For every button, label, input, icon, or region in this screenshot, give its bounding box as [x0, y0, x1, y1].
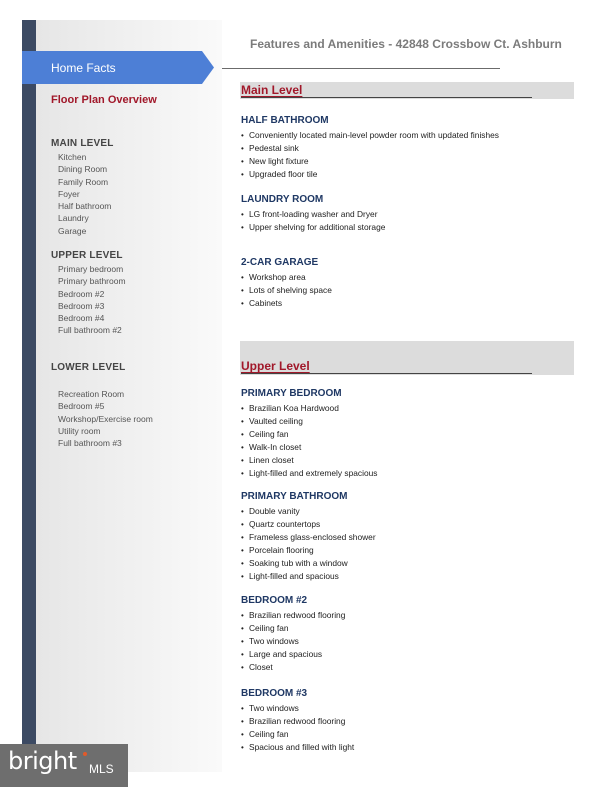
garage-features	[241, 271, 332, 310]
feature-item: • Upper shelving for additional storage	[241, 221, 385, 234]
feature-item: • Cabinets	[241, 297, 332, 310]
feature-item: • Pedestal sink	[241, 142, 499, 155]
title-divider	[222, 68, 500, 69]
feature-item: • Ceiling fan	[241, 728, 354, 741]
feature-item: • LG front-loading washer and Dryer	[241, 208, 385, 221]
feature-item: • Workshop area	[241, 271, 332, 284]
section-title-half-bathroom: HALF BATHROOM	[241, 115, 329, 126]
feature-item: • Brazilian redwood flooring	[241, 609, 345, 622]
room-list-item: Kitchen	[58, 152, 87, 162]
sidebar-lower-level-rooms	[58, 388, 153, 449]
feature-item: • Lots of shelving space	[241, 284, 332, 297]
upper-level-underline	[241, 373, 532, 374]
feature-item: • Vaulted ceiling	[241, 415, 377, 428]
room-list-item: Bedroom #4	[58, 313, 105, 324]
sidebar-level-lower-heading: LOWER LEVEL	[51, 362, 126, 373]
sidebar-accent-bar	[22, 20, 36, 772]
feature-item: • Soaking tub with a window	[241, 557, 376, 570]
feature-item: • Large and spacious	[241, 648, 345, 661]
sidebar-upper-level-rooms	[58, 263, 126, 337]
room-list-item: Foyer	[58, 188, 80, 199]
feature-item: • Two windows	[241, 635, 345, 648]
feature-item: • Frameless glass-enclosed shower	[241, 531, 376, 544]
sidebar-level-upper-heading: UPPER LEVEL	[51, 250, 123, 261]
room-list-item: Dining Room	[58, 164, 108, 175]
room-list-item: Bedroom #3	[58, 300, 105, 311]
room-list-item: Workshop/Exercise room	[58, 413, 153, 424]
room-list-item: Full bathroom #2	[58, 325, 122, 336]
room-list-item: Laundry	[58, 213, 89, 224]
feature-item: • Linen closet	[241, 454, 377, 467]
primary-bathroom-features	[241, 505, 376, 583]
feature-item: • Ceiling fan	[241, 622, 345, 635]
bedroom-3-features	[241, 702, 354, 754]
feature-item: • Double vanity	[241, 505, 376, 518]
main-level-heading: Main Level	[241, 83, 303, 97]
main-level-underline	[241, 97, 532, 98]
room-list-item: Bedroom #2	[58, 288, 105, 299]
section-title-bedroom-3: BEDROOM #3	[241, 688, 308, 699]
feature-item: • Ceiling fan	[241, 428, 377, 441]
laundry-room-features	[241, 208, 385, 234]
section-title-primary-bathroom: PRIMARY BATHROOM	[241, 491, 348, 502]
room-list-item: Full bathroom #3	[58, 438, 122, 449]
feature-item: • Light-filled and extremely spacious	[241, 467, 377, 480]
room-list-item: Primary bedroom	[58, 264, 124, 274]
logo-brand-text: bright	[8, 747, 77, 775]
half-bathroom-features	[241, 129, 499, 181]
room-list-item: Family Room	[58, 176, 109, 187]
feature-item: • Upgraded floor tile	[241, 168, 499, 181]
home-facts-tab-label[interactable]: Home Facts	[51, 61, 116, 75]
room-list-item: Recreation Room	[58, 389, 125, 399]
feature-item: • Closet	[241, 661, 345, 674]
room-list-item: Bedroom #5	[58, 401, 105, 412]
feature-item: • Porcelain flooring	[241, 544, 376, 557]
feature-item: • New light fixture	[241, 155, 499, 168]
bedroom-2-features	[241, 609, 345, 674]
feature-item: • Brazilian Koa Hardwood	[241, 402, 377, 415]
floor-plan-overview-title: Floor Plan Overview	[51, 94, 157, 106]
primary-bedroom-features	[241, 402, 377, 480]
section-title-bedroom-2: BEDROOM #2	[241, 595, 308, 606]
upper-level-heading: Upper Level	[241, 359, 310, 373]
section-title-garage: 2-CAR GARAGE	[241, 257, 319, 268]
room-list-item: Half bathroom	[58, 201, 112, 212]
sidebar-level-main-heading: MAIN LEVEL	[51, 138, 114, 149]
section-title-primary-bedroom: PRIMARY BEDROOM	[241, 388, 342, 399]
page-title: Features and Amenities - 42848 Crossbow Ct. Ashburn	[250, 37, 562, 51]
feature-item: • Light-filled and spacious	[241, 570, 376, 583]
room-list-item: Utility room	[58, 425, 101, 436]
logo-suffix-text: MLS	[89, 762, 114, 776]
feature-item: • Spacious and filled with light	[241, 741, 354, 754]
feature-item: • Quartz countertops	[241, 518, 376, 531]
logo-accent-dot	[83, 752, 87, 756]
feature-item: • Conveniently located main-level powder room with updated finishes	[241, 129, 499, 142]
feature-item: • Brazilian redwood flooring	[241, 715, 354, 728]
sidebar-main-level-rooms	[58, 151, 111, 237]
feature-item: • Walk-In closet	[241, 441, 377, 454]
room-list-item: Primary bathroom	[58, 276, 126, 287]
section-title-laundry-room: LAUNDRY ROOM	[241, 194, 324, 205]
bright-mls-logo	[0, 744, 128, 787]
feature-item: • Two windows	[241, 702, 354, 715]
room-list-item: Garage	[58, 225, 87, 236]
